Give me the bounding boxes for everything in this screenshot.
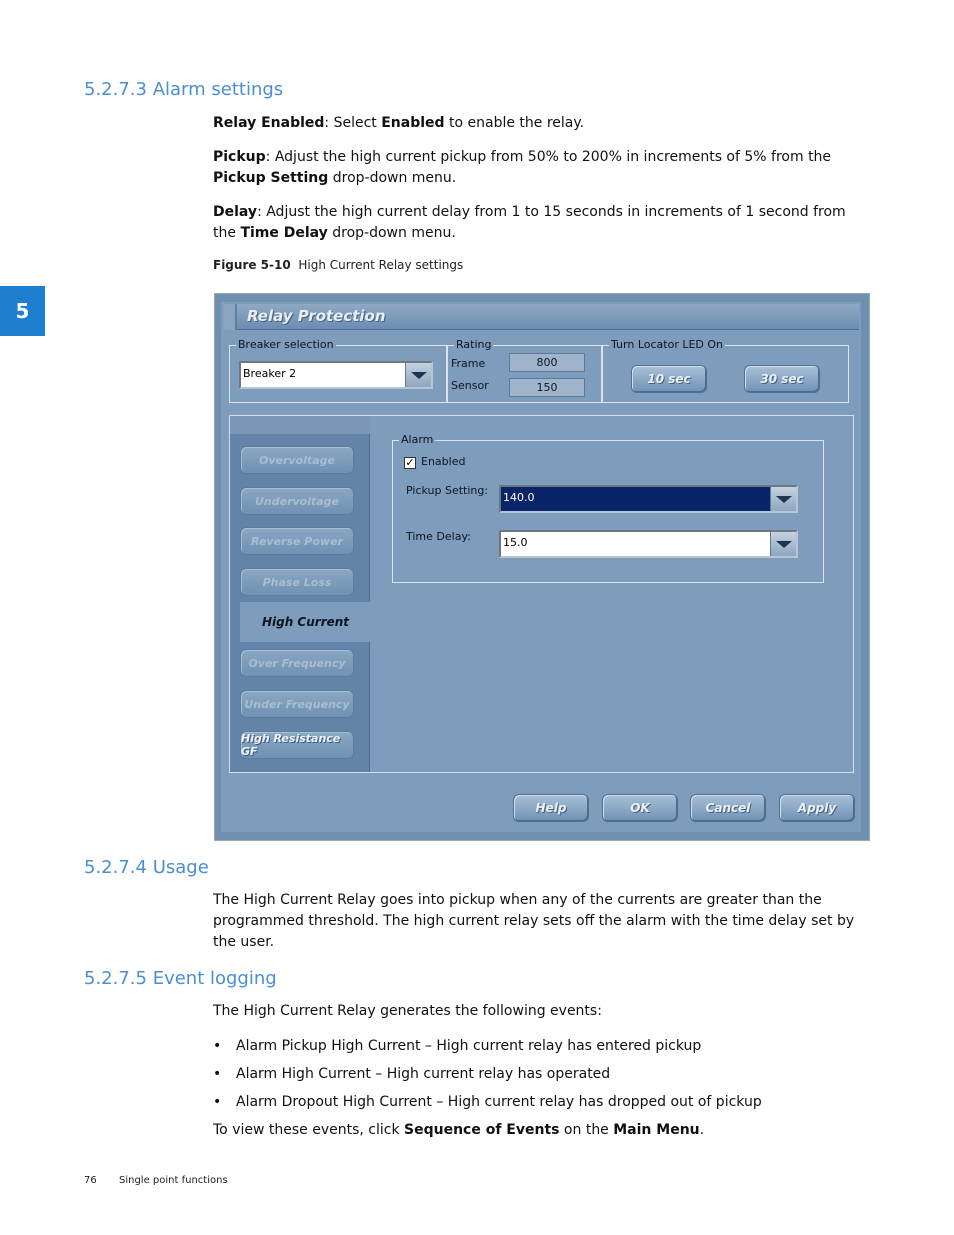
tab-undervoltage[interactable]: Undervoltage xyxy=(240,487,354,515)
pickup-setting-value: 140.0 xyxy=(503,491,535,504)
relay-protection-screenshot xyxy=(214,293,870,841)
events-list xyxy=(213,1036,762,1120)
title-stripe xyxy=(223,304,237,330)
frame-value: 800 xyxy=(509,353,585,372)
para-events-intro: The High Current Relay generates the following events: xyxy=(213,1003,602,1019)
para-usage: The High Current Relay goes into pickup when any of the currents are greater than the programmed threshold. The high current relay sets off the alarm with the time delay set by the user. xyxy=(213,892,855,950)
locator-group xyxy=(602,338,849,403)
page-number: 76 xyxy=(84,1175,97,1186)
text: : Adjust the high current pickup from 50% to 200% in increments of 5% from the xyxy=(265,149,832,165)
locator-legend: Turn Locator LED On xyxy=(611,338,724,351)
chevron-down-icon[interactable] xyxy=(405,363,431,387)
title-bar xyxy=(223,304,859,330)
list-item: • Alarm High Current – High current relay has operated xyxy=(213,1064,762,1092)
tab-column-grip xyxy=(230,416,370,434)
tab-high-resistance-gf[interactable]: High Resistance GF xyxy=(240,731,354,759)
chevron-down-icon[interactable] xyxy=(770,532,796,556)
alarm-group xyxy=(392,433,824,583)
para-delay xyxy=(213,202,873,244)
chevron-down-icon[interactable] xyxy=(770,487,796,511)
tab-overvoltage[interactable]: Overvoltage xyxy=(240,446,354,474)
text: : Select xyxy=(324,115,382,131)
tab-high-current[interactable]: High Current xyxy=(240,602,371,642)
tab-panel xyxy=(229,415,854,773)
term-bold: Sequence of Events xyxy=(404,1122,560,1138)
rating-group xyxy=(447,338,602,403)
text: to enable the relay. xyxy=(444,115,585,131)
rating-legend: Rating xyxy=(456,338,492,351)
window-title: Relay Protection xyxy=(247,307,386,325)
term: Delay xyxy=(213,204,258,220)
text: . xyxy=(699,1122,705,1138)
locator-10-sec-button[interactable]: 10 sec xyxy=(631,365,707,393)
text: : Adjust the high current delay from 1 to 15 seconds in increments of 1 second from the xyxy=(213,204,846,241)
relay-protection-window xyxy=(221,302,861,832)
chapter-tab: 5 xyxy=(0,286,45,336)
para-view-events xyxy=(213,1120,873,1141)
sensor-label: Sensor xyxy=(451,379,489,392)
alarm-legend: Alarm xyxy=(401,433,434,446)
text: on the xyxy=(559,1122,614,1138)
list-item: • Alarm Pickup High Current – High current relay has entered pickup xyxy=(213,1036,762,1064)
term-bold: Main Menu xyxy=(613,1122,700,1138)
cancel-button[interactable]: Cancel xyxy=(690,794,766,822)
tab-under-frequency[interactable]: Under Frequency xyxy=(240,690,354,718)
term-bold: Pickup Setting xyxy=(213,170,329,186)
help-button[interactable]: Help xyxy=(513,794,589,822)
text: To view these events, click xyxy=(213,1122,405,1138)
heading-event-logging: 5.2.7.5 Event logging xyxy=(84,968,277,989)
breaker-select-value: Breaker 2 xyxy=(243,367,297,380)
enabled-checkbox[interactable]: ✓ xyxy=(405,456,415,469)
tab-phase-loss[interactable]: Phase Loss xyxy=(240,568,354,596)
term: Relay Enabled xyxy=(213,115,325,131)
para-relay-enabled xyxy=(213,113,873,134)
locator-30-sec-button[interactable]: 30 sec xyxy=(744,365,820,393)
list-item: • Alarm Dropout High Current – High current relay has dropped out of pickup xyxy=(213,1092,762,1120)
figure-title: High Current Relay settings xyxy=(298,258,464,272)
heading-alarm-settings: 5.2.7.3 Alarm settings xyxy=(84,79,284,100)
time-delay-value: 15.0 xyxy=(503,536,528,549)
time-delay-select[interactable] xyxy=(499,530,798,558)
term-bold: Time Delay xyxy=(240,225,328,241)
frame-label: Frame xyxy=(451,357,486,370)
figure-label: Figure 5-10 xyxy=(213,258,291,272)
breaker-selection-legend: Breaker selection xyxy=(238,338,334,351)
figure-caption xyxy=(213,258,463,272)
term-bold: Enabled xyxy=(381,115,445,131)
para-pickup xyxy=(213,147,873,189)
apply-button[interactable]: Apply xyxy=(779,794,855,822)
pickup-setting-label: Pickup Setting: xyxy=(406,484,489,497)
pickup-setting-select[interactable] xyxy=(499,485,798,513)
time-delay-label: Time Delay: xyxy=(406,530,471,543)
ok-button[interactable]: OK xyxy=(602,794,678,822)
text: drop-down menu. xyxy=(328,170,457,186)
heading-usage: 5.2.7.4 Usage xyxy=(84,857,209,878)
footer-section: Single point functions xyxy=(119,1175,228,1186)
text: drop-down menu. xyxy=(327,225,456,241)
tab-over-frequency[interactable]: Over Frequency xyxy=(240,649,354,677)
tab-reverse-power[interactable]: Reverse Power xyxy=(240,527,354,555)
tab-column xyxy=(230,416,370,772)
term: Pickup xyxy=(213,149,266,165)
breaker-select[interactable] xyxy=(239,361,433,389)
breaker-selection-group xyxy=(229,338,447,403)
enabled-label: Enabled xyxy=(421,455,466,468)
sensor-value: 150 xyxy=(509,378,585,397)
